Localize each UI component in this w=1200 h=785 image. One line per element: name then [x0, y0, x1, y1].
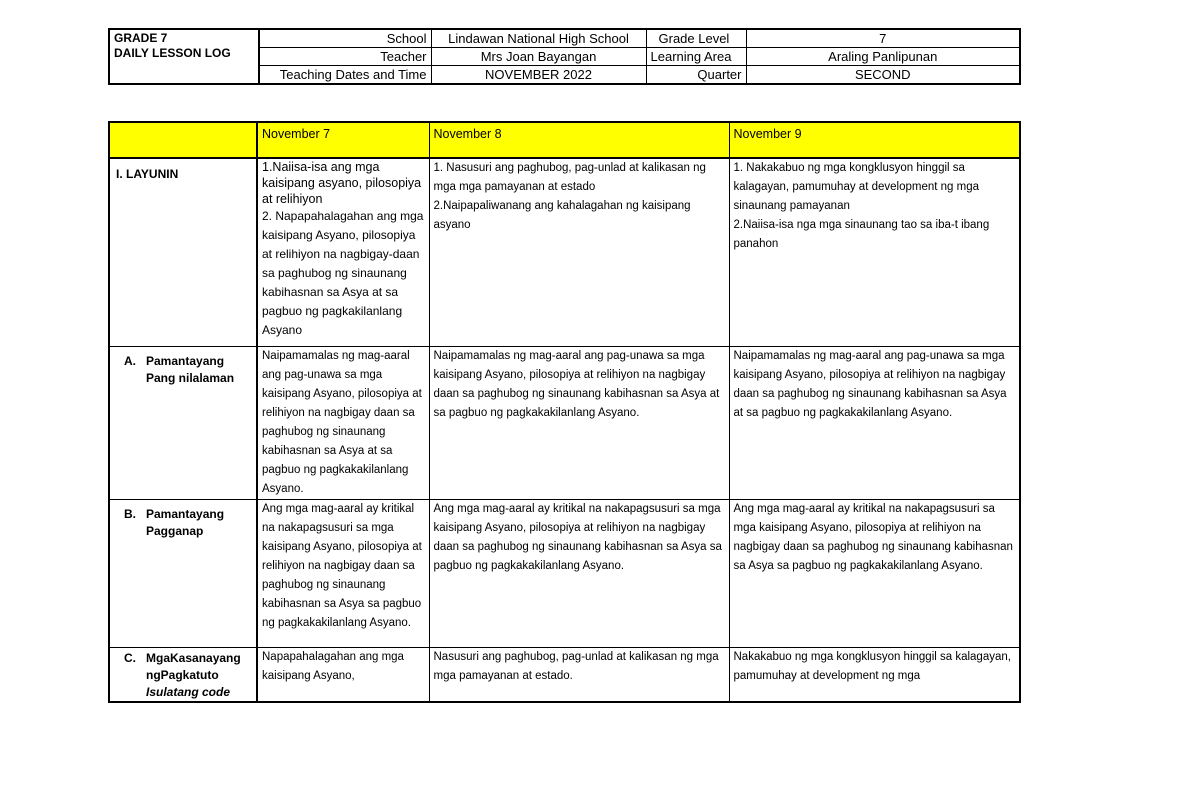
row-a-label-cell: [109, 346, 257, 499]
date-day-3: November 9: [729, 122, 1020, 158]
row-b-day-1: Ang mga mag-aaral ay kritikal na nakapagsusuri sa mga kaisipang Asyano, pilosopiya at relihiyon na nagbigay daan sa paghubog ng sinaunang kabihasnan sa Asya sa pagbuo ng pagkakakilanlang Asyano.: [257, 499, 429, 647]
date-day-2: November 8: [429, 122, 729, 158]
date-day-1: November 7: [257, 122, 429, 158]
row-c-code-label: Isulatang code: [146, 684, 231, 699]
lesson-log-table: [108, 121, 1021, 703]
layunin-day-2-objective-2: 2.Naipapaliwanang ang kahalagahan ng kaisipang asyano: [433, 200, 691, 231]
layunin-day-3: [729, 158, 1020, 346]
row-a-day-2: Naipamamalas ng mag-aaral ang pag-unawa sa mga kaisipang Asyano, pilosopiya at relihiyon na nagbigay daan sa paghubog ng sinaunang kabihasnan sa Asya at sa pagbuo ng pagkakakilanlang Asyano.: [429, 346, 729, 499]
layunin-label: I. LAYUNIN: [116, 167, 179, 181]
row-c-day-1: Napapahalagahan ang mga kaisipang Asyano,: [257, 647, 429, 702]
row-c-label: MgaKasanayang ngPagkatuto: [146, 650, 241, 682]
teacher-label: Teacher: [259, 48, 431, 66]
row-c-label-cell: [109, 647, 257, 702]
layunin-day-2-objective-1: 1. Nasusuri ang paghubog, pag-unlad at kalikasan ng mga mga pamayanan at estado: [433, 162, 706, 193]
layunin-label-cell: [109, 158, 257, 346]
grade-level-label: Grade Level: [646, 29, 746, 48]
teacher-value: Mrs Joan Bayangan: [431, 48, 646, 66]
row-c-letter: C.: [124, 650, 136, 665]
title-grade: GRADE 7: [114, 31, 168, 45]
learning-area-label: Learning Area: [646, 48, 746, 66]
row-b-label-cell: [109, 499, 257, 647]
date-row-blank: [109, 122, 257, 158]
pamantayang-pangnilalaman-row: [109, 346, 1020, 499]
title-log: DAILY LESSON LOG: [114, 46, 231, 60]
school-value: Lindawan National High School: [431, 29, 646, 48]
row-c-day-3: Nakakabuo ng mga kongklusyon hinggil sa kalagayan, pamumuhay at development ng mga: [729, 647, 1020, 702]
layunin-day-2: [429, 158, 729, 346]
learning-area-value: Araling Panlipunan: [746, 48, 1020, 66]
header-table: [108, 28, 1021, 85]
row-b-day-3: Ang mga mag-aaral ay kritikal na nakapagsusuri sa mga kaisipang Asyano, pilosopiya at relihiyon na nagbigay daan sa paghubog ng sinaunang kabihasnan sa Asya sa pagbuo ng pagkakakilanlang Asyano.: [729, 499, 1020, 647]
layunin-day-3-objective-1: 1. Nakakabuo ng mga kongklusyon hinggil sa kalagayan, pamumuhay at development ng mga sinaunang pamayanan: [733, 162, 979, 212]
row-a-day-3: Naipamamalas ng mag-aaral ang pag-unawa sa mga kaisipang Asyano, pilosopiya at relihiyon na nagbigay daan sa paghubog ng sinaunang kabihasnan sa Asya at sa pagbuo ng pagkakakilanlang Asyano.: [729, 346, 1020, 499]
pamantayang-pagganap-row: [109, 499, 1020, 647]
row-b-label: Pamantayang Pagganap: [146, 506, 225, 538]
row-a-day-1: Naipamamalas ng mag-aaral ang pag-unawa sa mga kaisipang Asyano, pilosopiya at relihiyon na nagbigay daan sa paghubog ng sinaunang kabihasnan sa Asya at sa pagbuo ng pagkakakilanlang Asyano.: [257, 346, 429, 499]
school-label: School: [259, 29, 431, 48]
quarter-label: Quarter: [646, 66, 746, 85]
row-c-day-2: Nasusuri ang paghubog, pag-unlad at kalikasan ng mga mga pamayanan at estado.: [429, 647, 729, 702]
mga-kasanayan-row: [109, 647, 1020, 702]
log-title: [109, 29, 259, 84]
grade-level-value: 7: [746, 29, 1020, 48]
layunin-row: [109, 158, 1020, 346]
layunin-day-1-objective-1: 1.Naiisa-isa ang mga kaisipang asyano, pilosopiya at relihiyon: [262, 160, 422, 206]
date-row: [109, 122, 1020, 158]
row-b-day-2: Ang mga mag-aaral ay kritikal na nakapagsusuri sa mga kaisipang Asyano, pilosopiya at relihiyon na nagbigay daan sa paghubog ng sinaunang kabihasnan sa Asya sa pagbuo ng pagkakakilanlang Asyano.: [429, 499, 729, 647]
row-b-letter: B.: [124, 506, 136, 521]
row-a-label: Pamantayang Pang nilalaman: [146, 353, 235, 385]
layunin-day-1-objective-2: 2. Napapahalagahan ang mga kaisipang Asyano, pilosopiya at relihiyon na nagbigay-daan sa paghubog ng sinaunang kabihasnan sa Asya at sa pagbuo ng pagkakilanlang Asyano: [262, 209, 424, 337]
row-a-letter: A.: [124, 353, 136, 368]
layunin-day-1: [257, 158, 429, 346]
layunin-day-3-objective-2: 2.Naiisa-isa nga mga sinaunang tao sa iba-t ibang panahon: [733, 219, 990, 250]
teaching-dates-label: Teaching Dates and Time: [259, 66, 431, 85]
quarter-value: SECOND: [746, 66, 1020, 85]
teaching-dates-value: NOVEMBER 2022: [431, 66, 646, 85]
